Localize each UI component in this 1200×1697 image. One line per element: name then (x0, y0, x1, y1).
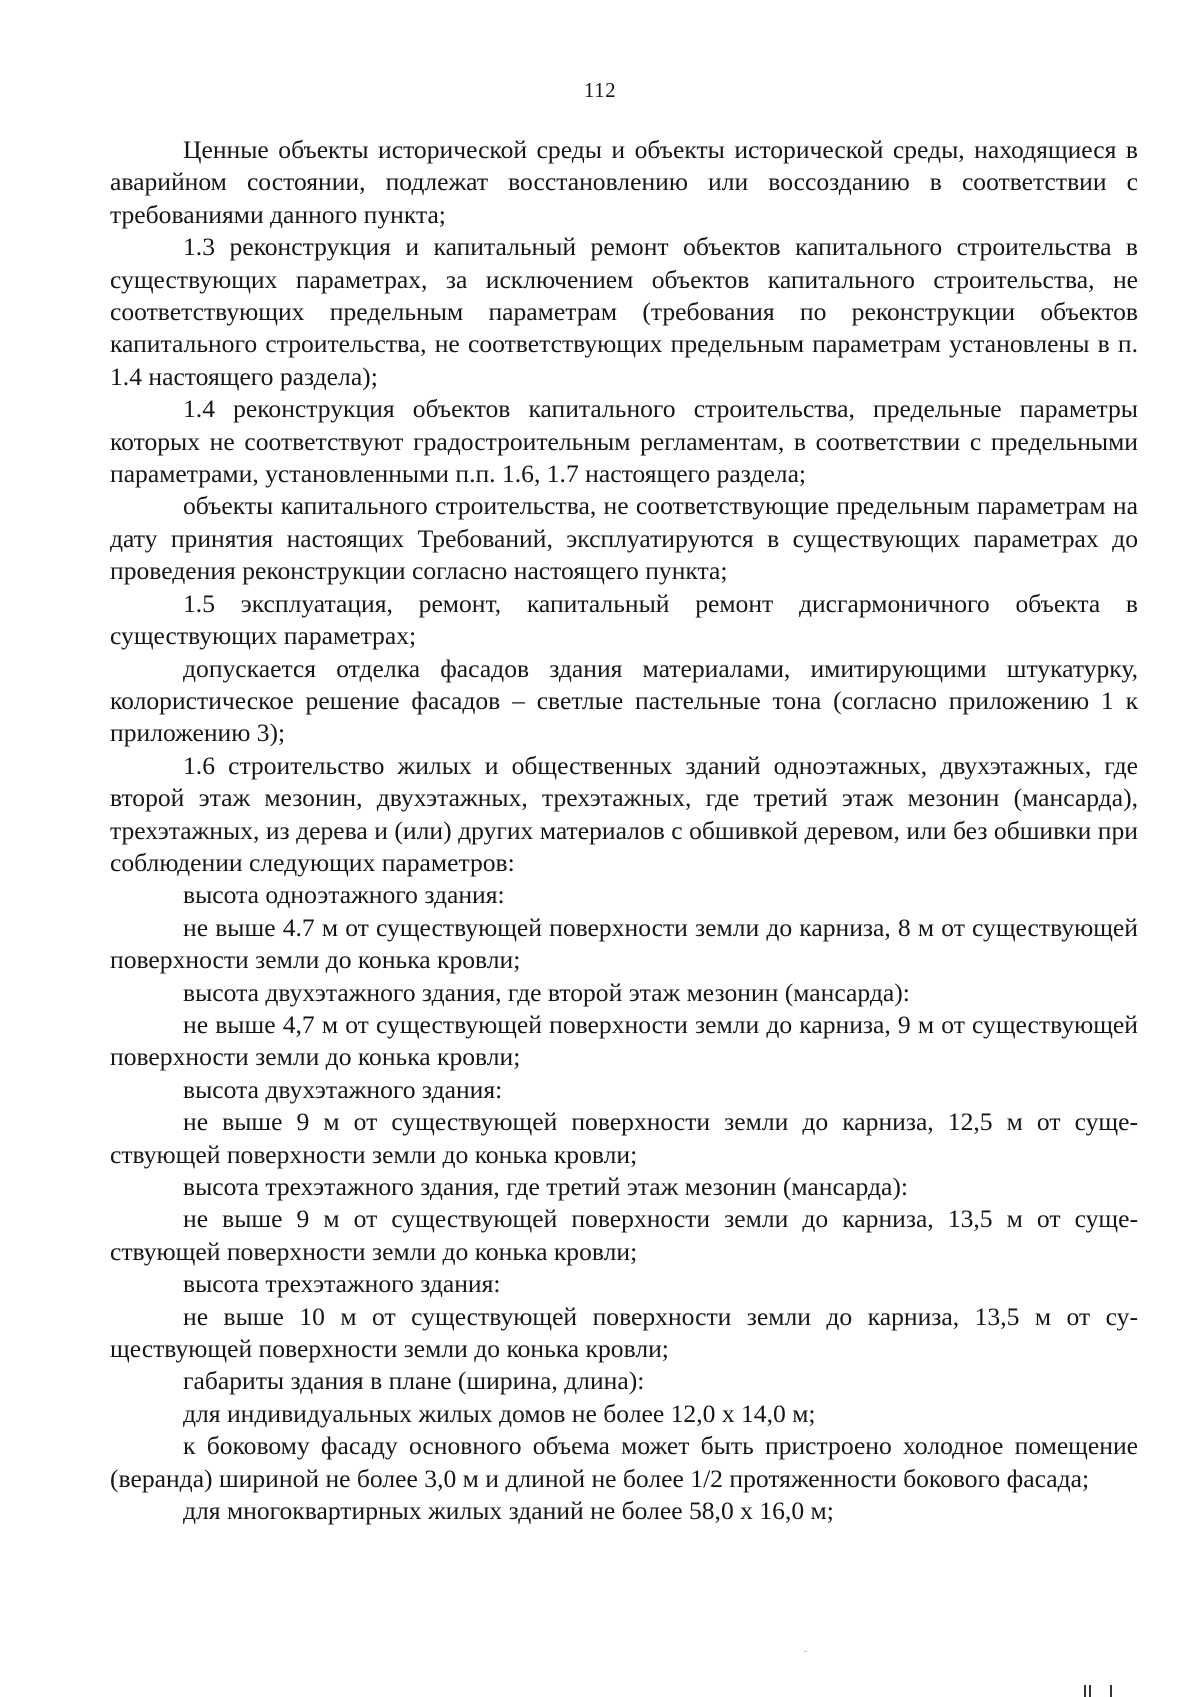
paragraph-14: высота трехэтажного здания, где третий этаж мезонин (мансарда): (183, 1172, 908, 1201)
page-number: 112 (583, 78, 617, 102)
paragraph-7: 1.6 строительство жилых и общественных зданий одноэтажных, двухэтажных, где второй этаж мезонин, двухэтажных, трехэтажных, где третий этаж мезонин (мансарда), трехэтажных, из дерева и (или) других материалов с обшивкой деревом, или без обшивки при соблюдении следующих параметров: (110, 750, 1138, 877)
paragraph-4: объекты капитального строительства, не соответствующие предельным параметрам на дату принятия настоящих Требований, эксплуатируются в существующих параметрах до проведения реконструкции согласно настоящего пункта; (110, 491, 1138, 586)
paragraph-5: 1.5 эксплуатация, ремонт, капитальный ремонт дисгармоничного объекта в существующих параметрах; (110, 588, 1138, 651)
paragraph-12: высота двухэтажного здания: (183, 1074, 503, 1104)
paragraph-3: 1.4 реконструкция объектов капитального строительства, предельные параметры которых не соответствуют градостроительным регламентам, в соответствии с предельными параметрами, установленными п.п. 1.6, 1.7 настоящего раздела; (110, 394, 1138, 489)
paragraph-10: высота двухэтажного здания, где второй этаж мезонин (мансарда): (183, 977, 910, 1007)
paragraph-18: габариты здания в плане (ширина, длина): (183, 1366, 645, 1396)
scan-edge-mark (1080, 1683, 1116, 1697)
paragraph-16: высота трехэтажного здания: (183, 1269, 501, 1299)
paragraph-8: высота одноэтажного здания: (183, 880, 505, 910)
paragraph-6: допускается отделка фасадов здания материалами, имитирующими штукатурку, колористическое решение фасадов – светлые пастельные тона (согласно приложению 1 к приложению 3); (110, 653, 1138, 748)
paragraph-13: не выше 9 м от существующей поверхности земли до карниза, 12,5 м от существующей поверхности земли до конька кровли; (110, 1107, 1138, 1169)
paragraph-2: 1.3 реконструкция и капитальный ремонт объектов капитального строительства в существующих параметрах, за исключением объектов капитального строительства, не соответствующих предельным параметрам (требования по реконструкции объектов капитального строительства, не соответствующих предельным параметрам установлены в п. 1.4 настоящего раздела); (110, 232, 1138, 391)
paragraph-9: не выше 4.7 м от существующей поверхности земли до карниза, 8 м от существующей поверхности земли до конька кровли; (110, 912, 1138, 975)
paragraph-17: не выше 10 м от существующей поверхности земли до карниза, 13,5 м от существующей поверхности земли до конька кровли; (110, 1301, 1138, 1364)
body-text (110, 134, 1138, 1527)
scan-speck (804, 1651, 807, 1652)
paragraph-15: не выше 9 м от существующей поверхности земли до карниза, 13,5 м от существующей поверхности земли до конька кровли; (110, 1204, 1138, 1266)
paragraph-19: для индивидуальных жилых домов не более 12,0 х 14,0 м; (183, 1398, 816, 1428)
paragraph-21: для многоквартирных жилых зданий не более 58,0 х 16,0 м; (183, 1496, 834, 1526)
paragraph-11: не выше 4,7 м от существующей поверхности земли до карниза, 9 м от существующей поверхности земли до конька кровли; (110, 1009, 1138, 1072)
paragraph-1: Ценные объекты исторической среды и объекты исторической среды, находящиеся в аварийном состоянии, подлежат восстановлению или воссозданию в соответствии с требованиями данного пункта; (110, 135, 1138, 229)
paragraph-20: к боковому фасаду основного объема может быть пристроено холодное помещение (веранда) шириной не более 3,0 м и длиной не более 1/2 протяженности бокового фасада; (110, 1431, 1138, 1493)
